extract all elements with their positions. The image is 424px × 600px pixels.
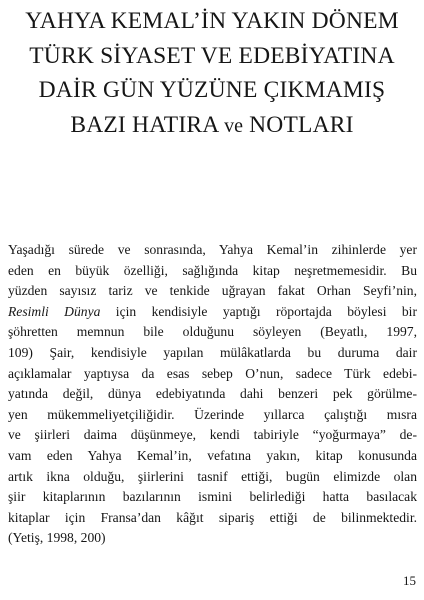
chapter-title-line: TÜRK SİYASET VE EDEBİYATINA (29, 42, 395, 69)
paragraph-line: şöhretten memnun bile olduğunu söyleyen (Beyatlı, 1997, (8, 324, 417, 340)
chapter-title-conjunction: ve (224, 114, 244, 137)
chapter-title-text: NOTLARI (243, 111, 354, 138)
page-number: 15 (403, 573, 416, 588)
paragraph-text: için kendisiyle yaptığı röportajda böylesi bir (100, 303, 417, 319)
chapter-title-line: YAHYA KEMAL’İN YAKIN DÖNEM (25, 8, 399, 34)
paragraph-line: şiir kitaplarının bazılarının ismini belirlediği hatta basılacak (8, 489, 417, 505)
paragraph-line: vam eden Yahya Kemal’in, vefatına yakın, kitap konusunda (8, 447, 417, 463)
paragraph-line: yen mükemmeliyetçiliğidir. Üzerinde yıllarca çalıştığı mısra (8, 406, 417, 422)
paragraph-line: artık ikna olduğu, şiirlerini tasnif ettiği, bugün elimizde olan (8, 468, 417, 484)
chapter-title-line (0, 108, 424, 144)
paragraph-line: (Yetiş, 1998, 200) (8, 530, 106, 546)
paragraph-line: eden en büyük özelliği, sağlığında kitap neşretmemesidir. Bu (8, 262, 417, 278)
body-paragraph (8, 240, 417, 549)
paragraph-line: ve şiirleri daima düşünmeye, kendi tabiriyle “yoğurmaya” de- (8, 427, 417, 443)
paragraph-line: yüzden sayısız tariz ve tenkide uğrayan fakat Orhan Seyfi’nin, (8, 283, 417, 299)
magazine-title: Resimli Dünya (8, 303, 101, 319)
paragraph-line: yatında değil, dünya edebiyatında dahi benzeri pek görülme- (8, 386, 417, 402)
chapter-title (0, 4, 424, 143)
paragraph-line: Yaşadığı sürede ve sonrasında, Yahya Kemal’in zihinlerde yer (8, 242, 417, 257)
paragraph-line: açıklamalar yaptıysa da esas sebep O’nun, sadece Türk edebi- (8, 365, 417, 381)
paragraph-line: kitaplar için Fransa’dan kâğıt sipariş ettiği de bilinmektedir. (8, 509, 417, 525)
paragraph-line (8, 302, 417, 323)
chapter-title-line: DAİR GÜN YÜZÜNE ÇIKMAMIŞ (38, 77, 386, 103)
chapter-title-text: BAZI HATIRA (70, 111, 225, 138)
paragraph-line: 109) Şair, kendisiyle yapılan mülâkatlarda bu duruma dair (8, 344, 417, 360)
